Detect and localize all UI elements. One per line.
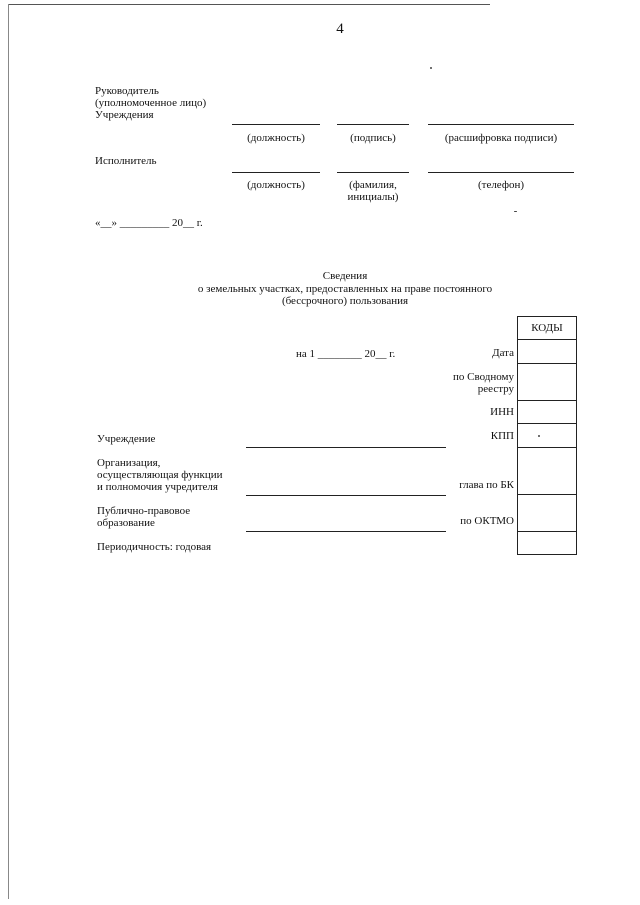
institution-label: Учреждение bbox=[97, 433, 156, 445]
head-signature-line bbox=[337, 124, 409, 125]
org-label-line: осуществляющая функции bbox=[97, 469, 223, 481]
executor-position-caption: (должность) bbox=[247, 179, 305, 191]
head-label-line: (уполномоченное лицо) bbox=[95, 97, 207, 109]
head-position-caption: (должность) bbox=[247, 132, 305, 144]
scan-speck bbox=[538, 435, 540, 437]
executor-position-line bbox=[232, 172, 320, 173]
form-title: Сведения bbox=[322, 270, 368, 282]
code-cell-inn bbox=[517, 400, 577, 424]
code-label-registry: реестру bbox=[477, 383, 514, 395]
page-border-left bbox=[8, 4, 9, 899]
page-border-top bbox=[8, 4, 490, 5]
scan-speck bbox=[514, 211, 517, 212]
code-cell-oktmo bbox=[517, 494, 577, 532]
org-label-line: и полномочия учредителя bbox=[97, 481, 218, 493]
head-decoding-caption: (расшифровка подписи) bbox=[444, 132, 558, 144]
head-label-line: Учреждения bbox=[95, 109, 154, 121]
executor-name-line bbox=[337, 172, 409, 173]
code-label-registry: по Сводному bbox=[452, 371, 514, 383]
code-cell-kpp bbox=[517, 423, 577, 448]
org-label-line: Организация, bbox=[97, 457, 161, 469]
public-entity-line bbox=[246, 531, 446, 532]
executor-name-caption: инициалы) bbox=[347, 191, 399, 203]
code-label-bk: глава по БК bbox=[459, 479, 514, 491]
scan-speck bbox=[430, 67, 432, 69]
code-label-oktmo: по ОКТМО bbox=[460, 515, 514, 527]
head-decoding-line bbox=[428, 124, 574, 125]
head-label-line: Руководитель bbox=[95, 85, 159, 97]
form-subtitle-line: о земельных участках, предоставленных на праве постоянного bbox=[197, 283, 493, 295]
date-line: «__» _________ 20__ г. bbox=[95, 217, 203, 229]
form-subtitle-line: (бессрочного) пользования bbox=[281, 295, 409, 307]
as-of-date: на 1 ________ 20__ г. bbox=[296, 348, 396, 360]
public-entity-label-line: Публично-правовое bbox=[97, 505, 191, 517]
codes-header-cell bbox=[517, 316, 577, 340]
codes-header: КОДЫ bbox=[531, 322, 563, 334]
executor-phone-line bbox=[428, 172, 574, 173]
periodicity-label: Периодичность: годовая bbox=[97, 541, 212, 553]
code-cell-periodicity bbox=[517, 531, 577, 555]
executor-name-caption: (фамилия, bbox=[349, 179, 397, 191]
page-number: 4 bbox=[336, 21, 344, 37]
public-entity-label-line: образование bbox=[97, 517, 155, 529]
institution-line bbox=[246, 447, 446, 448]
code-label-kpp: КПП bbox=[490, 430, 514, 442]
executor-phone-caption: (телефон) bbox=[477, 179, 525, 191]
code-label-inn: ИНН bbox=[490, 406, 514, 418]
head-signature-caption: (подпись) bbox=[350, 132, 396, 144]
executor-label: Исполнитель bbox=[95, 155, 157, 167]
code-cell-date bbox=[517, 339, 577, 364]
code-cell-registry bbox=[517, 363, 577, 401]
code-cell-bk bbox=[517, 447, 577, 495]
code-label-date: Дата bbox=[492, 347, 514, 359]
org-line bbox=[246, 495, 446, 496]
head-position-line bbox=[232, 124, 320, 125]
